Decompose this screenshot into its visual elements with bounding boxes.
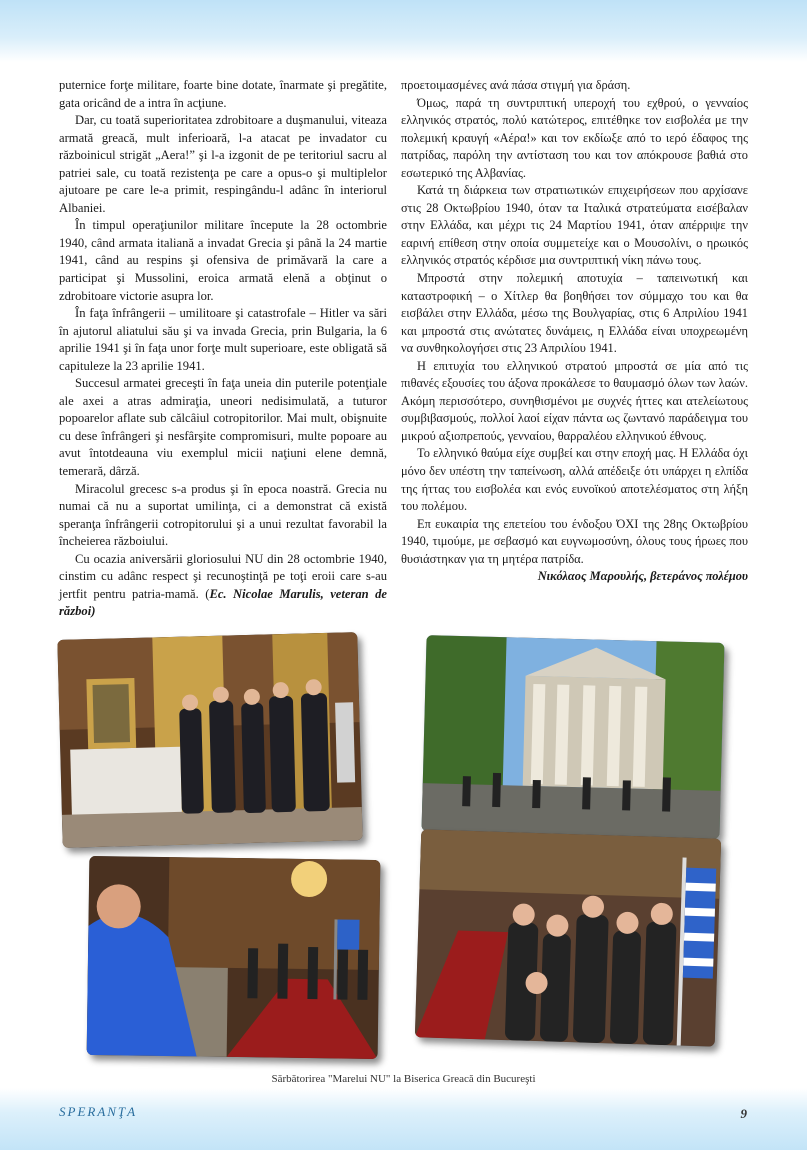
ro-paragraph: Dar, cu toată superioritatea zdrobitoare a duşmanului, viteaza armată greacă, mult inferioară, l-a atacat pe invadator cu războinicul strigăt „Aera!” şi l-a izgonit de pe teritoriul sacru al patriei sale, cu toată rezistenţa pe care a opus-o şi multiplelor ajutoare pe care le-a primit, respingându-l adânc în interiorul Albaniei. [59, 113, 387, 215]
gr-signature: Νικόλαος Μαρουλής, βετεράνος πολέμου [537, 569, 748, 584]
photo-priest-service [87, 856, 381, 1059]
gr-paragraph: Η επιτυχία του ελληνικού στρατού μπροστά σε μία από τις πιθανές εξουσίες του άξονα προκάλεσε το θαυμασμό όλων των λαών. Ακόμη περισσότερο, συνηθισμένοι με συχνές ήττες και ατελείωτους συμβιβασμούς, πολλοί λαοί είχαν πάντα ως ζωντανό παράδειγμα του μικρού αξιοπρεπούς, γενναίου, θαρραλέου ελληνικού έθνους. [401, 358, 748, 443]
photo-children-with-flags [415, 829, 721, 1046]
article-greek-column [401, 77, 748, 586]
ro-paragraph: În timpul operaţiunilor militare începute la 28 octombrie 1940, când armata italiană a invadat Grecia şi până la 24 martie 1941, când au respins şi ofensiva de primăvară la care a participat şi Mussolini, eroica armată elenă a obţinut o zdrobitoare victorie asupra lor. [59, 218, 387, 303]
ro-paragraph: Succesul armatei greceşti în faţa uneia din puterile potenţiale ale axei a atras admiraţia, uneori nedisimulată, a tuturor popoarelor aflate sub călcâiul cotropitorilor. Mai mult, obişnuite cu dese înfrângeri şi nesfârşite compromisuri, multe popoare au avut întotdeauna viu exemplul micii naţiuni elene demnă, temerară, dârză. [59, 376, 387, 479]
gr-paragraph: Μπροστά στην πολεμική αποτυχία – ταπεινωτική και καταστροφική – ο Χίτλερ θα βοηθήσει τον σύμμαχο του και θα εισβάλει στην Ελλάδα, μέσω της Βουλγαρίας, στις 6 Απριλίου 1941 και μπροστά στις ανώτατες δυνάμεις, η Ελλάδα είναι υποχρεωμένη να συνθηκολογήσει στις 23 Απριλίου 1941. [401, 271, 748, 356]
ro-paragraph: Miracolul grecesc s-a produs şi în epoca noastră. Grecia nu numai că nu a suportat umilinţa, ci a demonstrat că există speranţa înfrângerii cotropitorului şi a unui rezultat favorabil la încheierea războiului. [59, 481, 387, 549]
gr-paragraph: Όμως, παρά τη συντριπτική υπεροχή του εχθρού, ο γενναίος ελληνικός στρατός, πολύ κατώτερος, επιτέθηκε τον εισβολέα με την πολεμική κραυγή «Αέρα!» και τον εκδίωξε από το ιερό έδαφος της πατρίδας, παρόλη την αντίσταση του και τον απόκρουσε βαθιά στο εσωτερικό της Αλβανίας. [401, 95, 748, 180]
ro-paragraph: puternice forţe militare, foarte bine dotate, înarmate şi pregătite, gata oricând de a intra în acţiune. [59, 78, 387, 110]
gr-paragraph: Επ ευκαιρία της επετείου του ένδοξου ΌΧΙ της 28ης Οκτωβρίου 1940, τιμούμε, με σεβασμό και ευγνωμοσύνη, όλους τους ήρωες που θυσιάστηκαν για τη μητέρα πατρίδα. [401, 516, 748, 566]
article-romanian-column [59, 77, 387, 621]
page-number: 9 [740, 1106, 747, 1121]
gr-paragraph: Το ελληνικό θαύμα είχε συμβεί και στην εποχή μας. Η Ελλάδα όχι μόνο δεν υπέστη την ταπείνωση, αλλά απέδειξε ότι υπάρχει η ελπίδα της ήττας του εισβολέα και ενός ευνοϊκού αποτελέσματος στη λήξη του πολέμου. [401, 446, 748, 514]
ro-signature: Ec. Nicolae Marulis, veteran de război) [59, 586, 387, 619]
photo-caption: Sărbătorirea "Marelui NU" la Biserica Greacă din Bucureşti [271, 1073, 536, 1085]
top-decorative-band [0, 0, 807, 62]
ro-closing-text: Cu ocazia aniversării gloriosului NU din 28 octombrie 1940, cinstim cu adânc respect şi recunoştinţă pe toţi eroii care s-au jertfit pentru patria-mamă. ( [59, 551, 387, 601]
photo-officials-in-church [57, 632, 362, 848]
gr-paragraph: προετοιμασμένες ανά πάσα στιγμή για δράση. [401, 78, 631, 92]
photo-church-exterior [421, 635, 724, 839]
gr-paragraph: Κατά τη διάρκεια των στρατιωτικών επιχειρήσεων που αρχίσανε στις 28 Οκτωβρίου 1940, όταν τα Ιταλικά στρατεύματα εισέβαλαν στην Ελλάδα, και μέχρι τις 24 Μαρτίου 1941, όταν απέρριψε την εαρινή επίθεση στην οποία συμμετείχε και ο Μουσολίνι, ο ηρωικός ελληνικός στρατός κέρδισε μια συντριπτική νίκη πάνω τους. [401, 183, 748, 268]
magazine-title: SPERANŢA [59, 1104, 138, 1119]
ro-paragraph: În faţa înfrângerii – umilitoare şi catastrofale – Hitler va sări în ajutorul aliatului său şi va invada Grecia, prin Bulgaria, la 6 aprilie 1941 şi în faţa unor forţe mult superioare, este obligată să capituleze la 23 aprilie 1941. [59, 306, 387, 373]
ro-closing-paragraph [59, 551, 387, 621]
